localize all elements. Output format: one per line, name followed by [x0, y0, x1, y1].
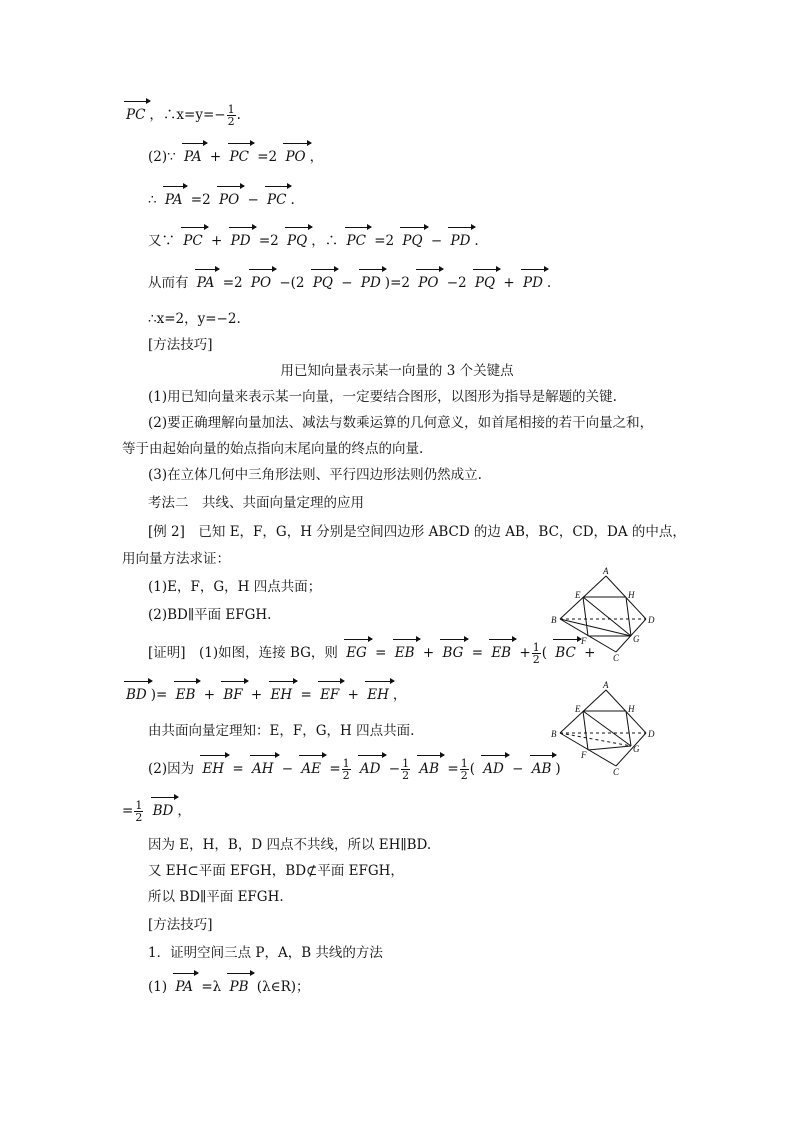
method-tag-2: [方法技巧]: [148, 917, 213, 933]
vector: PC: [183, 233, 203, 249]
vertex-label-g: G: [633, 744, 640, 754]
proof-line-5: = $\frac{1}{2}$ BD ，: [122, 799, 191, 824]
fraction: $\frac{1}{2}$: [532, 641, 540, 666]
subsection-1-item-1: (1) PA =λ PB (λ∈R)；: [148, 979, 310, 995]
vertex-label-d: D: [648, 729, 655, 739]
proof-line-8: 所以 BD∥平面 EFGH.: [148, 889, 284, 905]
vector: PC: [229, 149, 249, 165]
vertex-label-a: A: [603, 680, 609, 690]
vector: PC: [126, 107, 146, 123]
vertex-label-h: H: [628, 704, 635, 714]
fraction: $\frac{1}{2}$: [402, 757, 410, 782]
vector: AD: [359, 761, 381, 777]
vector: PD: [450, 233, 471, 249]
line-4: 又∵ PC + PD =2 PQ ，∴ PC =2 PQ − PD .: [148, 233, 479, 249]
vector: PO: [250, 275, 272, 291]
fraction: $\frac{1}{2}$: [460, 757, 468, 782]
vector: PD: [522, 275, 543, 291]
vector: EG: [346, 645, 367, 661]
proof-line-7: 又 EH⊂平面 EFGH，BD⊄平面 EFGH，: [148, 863, 404, 879]
line-1: PC ，∴x=y=− $\frac{1}{2}$ .: [126, 103, 241, 128]
para-1: (1)用已知向量来表示某一向量，一定要结合图形，以图形为指导是解题的关键.: [148, 389, 617, 405]
proof-line-3: 由共面向量定理知：E，F，G，H 四点共面.: [148, 723, 415, 739]
vector: PA: [164, 192, 183, 208]
para-3: (3)在立体几何中三角形法则、平行四边形法则仍然成立.: [148, 467, 482, 483]
vector: AB: [419, 761, 440, 777]
line-3: ∴ PA =2 PO − PC .: [148, 192, 295, 208]
method-tag-1: [方法技巧]: [148, 337, 213, 353]
vertex-label-f: F: [581, 750, 587, 760]
vector: PQ: [474, 275, 496, 291]
heading-key-points: 用已知向量表示某一向量的 3 个关键点: [280, 363, 514, 379]
vector: AE: [301, 761, 322, 777]
fraction: $\frac{1}{2}$: [342, 757, 350, 782]
vector: EB: [491, 645, 512, 661]
vector: EH: [202, 761, 225, 777]
vector: PB: [229, 979, 249, 995]
vector: PQ: [287, 233, 308, 249]
vertex-label-a: A: [603, 566, 609, 576]
proof-line-4: (2)因为 EH = AH − AE = $\frac{1}{2}$ AD − $\frac{1}{2}$ AB = $\frac{1}{2}$ ( AD − AB ): [148, 757, 561, 782]
para-2b: 等于由起始向量的始点指向末尾向量的终点的向量.: [122, 441, 424, 457]
vector: PA: [196, 275, 215, 291]
vector: BF: [223, 687, 243, 703]
tetrahedron-figure-1: [548, 566, 658, 662]
vector: EB: [394, 645, 415, 661]
proof-line-2: BD )= EB + BF + EH = EF + EH ，: [126, 687, 407, 703]
vertex-label-c: C: [613, 767, 620, 776]
vector: EH: [270, 687, 293, 703]
question-2: (2)BD∥平面 EFGH.: [148, 607, 272, 623]
fraction: $\frac{1}{2}$: [227, 103, 235, 128]
vertex-label-h: H: [628, 590, 635, 600]
vector: AH: [251, 761, 274, 777]
para-2a: (2)要正确理解向量加法、减法与数乘运算的几何意义，如首尾相接的若干向量之和，: [148, 415, 654, 431]
section-heading-kaofa2: 考法二 共线、共面向量定理的应用: [148, 495, 364, 511]
vector: PQ: [312, 275, 333, 291]
vertex-label-e: E: [575, 590, 581, 600]
vector: PO: [418, 275, 439, 291]
proof-line-6: 因为 E，H，B，D 四点不共线，所以 EH∥BD.: [148, 837, 432, 853]
vector: PQ: [402, 233, 423, 249]
example-2-line2: 用向量方法求证：: [122, 551, 230, 567]
vertex-label-b: B: [551, 729, 557, 739]
vector: BC: [555, 645, 576, 661]
vector: PD: [230, 233, 251, 249]
vertex-label-d: D: [648, 615, 655, 625]
vertex-label-f: F: [581, 636, 587, 646]
proof-line-1: [证明] (1)如图，连接 BG，则 EG = EB + BG = EB + $\frac{1}{2}$ ( BC +: [148, 641, 596, 666]
vector: AB: [531, 761, 552, 777]
question-1: (1)E，F，G，H 四点共面；: [148, 579, 322, 595]
vector: PO: [218, 192, 240, 208]
tetrahedron-figure-2: [548, 680, 658, 776]
example-2-line1: [例 2] 已知 E，F，G，H 分别是空间四边形 ABCD 的边 AB，BC，CD，DA 的中点，: [148, 524, 686, 540]
vector: PA: [184, 149, 202, 165]
fraction: $\frac{1}{2}$: [135, 799, 143, 824]
vector: PD: [360, 275, 381, 291]
line-6: ∴x=2，y=−2.: [148, 311, 241, 327]
vector: EF: [320, 687, 340, 703]
line-2: (2)∵ PA + PC =2 PO ，: [148, 149, 324, 165]
vector: BD: [126, 687, 147, 703]
vector: EB: [175, 687, 196, 703]
vector: AD: [483, 761, 504, 777]
vector: EH: [367, 687, 389, 703]
vector: PO: [285, 149, 306, 165]
vector: PC: [346, 233, 366, 249]
line-5: 从而有 PA =2 PO −(2 PQ − PD )=2 PO −2 PQ + PD .: [148, 275, 552, 291]
vertex-label-g: G: [633, 634, 640, 644]
subsection-1: 1．证明空间三点 P，A，B 共线的方法: [148, 945, 383, 961]
vector: PC: [267, 192, 287, 208]
vertex-label-c: C: [613, 653, 620, 662]
vertex-label-b: B: [551, 615, 557, 625]
vector: PA: [175, 979, 194, 995]
vector: BG: [442, 645, 464, 661]
vector: BD: [152, 803, 174, 819]
vertex-label-e: E: [575, 704, 581, 714]
